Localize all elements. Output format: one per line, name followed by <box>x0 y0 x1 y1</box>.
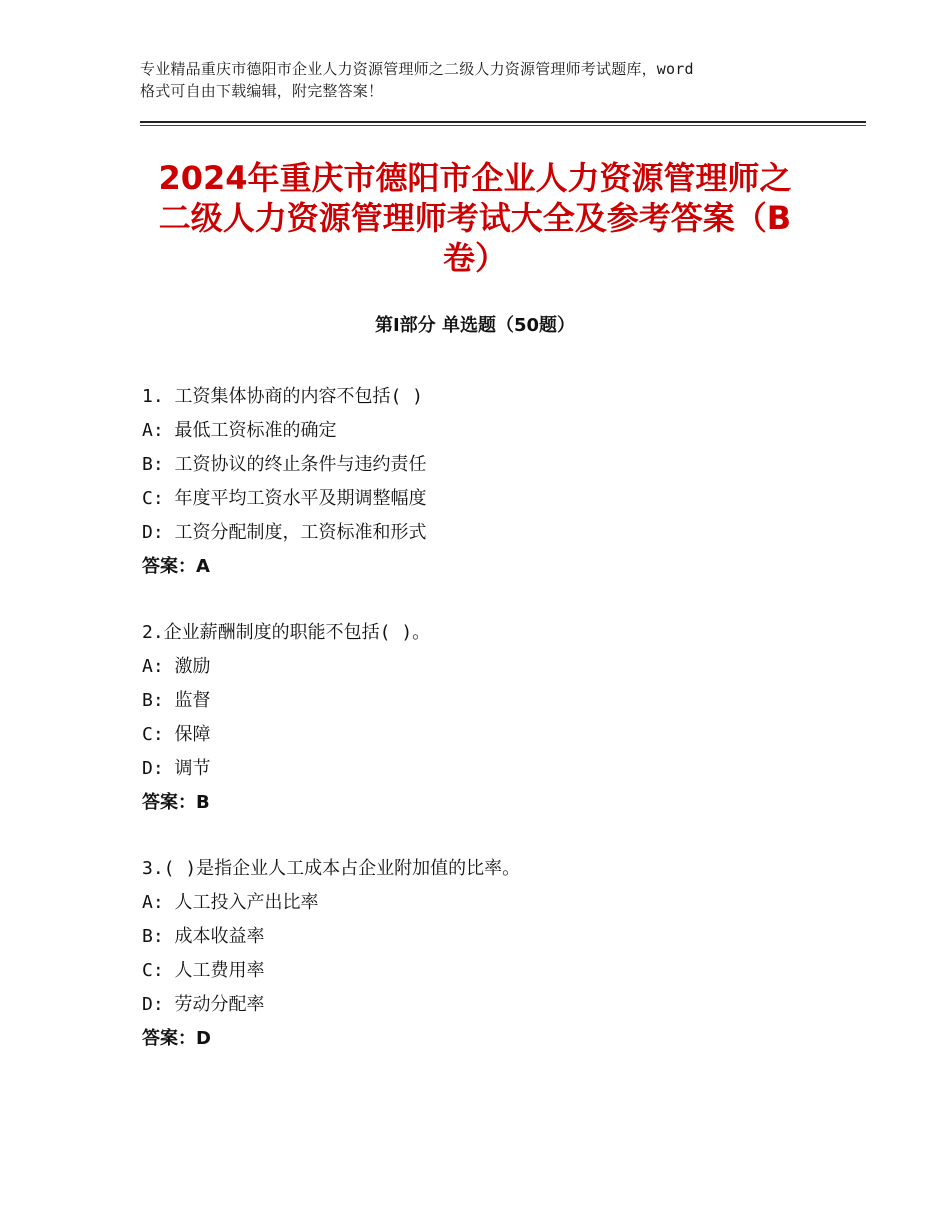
document-title <box>130 158 820 278</box>
option-d: D: 劳动分配率 <box>142 994 265 1015</box>
question-stem: 1. 工资集体协商的内容不包括( ) <box>142 386 424 407</box>
option-b: B: 工资协议的终止条件与违约责任 <box>142 454 427 475</box>
document-title-line: 二级人力资源管理师考试大全及参考答案（B <box>158 199 792 237</box>
option-b: B: 监督 <box>142 690 211 711</box>
option-a: A: 最低工资标准的确定 <box>142 420 337 441</box>
question-list <box>142 380 842 1088</box>
option-c: C: 年度平均工资水平及期调整幅度 <box>142 488 427 509</box>
document-title-line: 卷） <box>442 239 507 277</box>
option-c: C: 保障 <box>142 724 211 745</box>
option-d: D: 工资分配制度，工资标准和形式 <box>142 522 427 543</box>
option-d: D: 调节 <box>142 758 211 779</box>
answer: 答案：A <box>142 556 210 577</box>
question-stem: 3.( )是指企业人工成本占企业附加值的比率。 <box>142 858 521 879</box>
answer: 答案：B <box>142 792 210 813</box>
header-divider <box>140 121 866 123</box>
answer: 答案：D <box>142 1028 211 1049</box>
option-a: A: 激励 <box>142 656 211 677</box>
option-b: B: 成本收益率 <box>142 926 265 947</box>
option-a: A: 人工投入产出比率 <box>142 892 319 913</box>
header-note <box>140 58 820 102</box>
question-1 <box>142 380 842 584</box>
header-note-line: 格式可自由下载编辑，附完整答案！ <box>140 82 384 100</box>
question-2 <box>142 616 842 820</box>
document-title-line: 2024年重庆市德阳市企业人力资源管理师之 <box>158 159 792 197</box>
section-heading: 第Ⅰ部分 单选题（50题） <box>374 315 575 336</box>
header-divider-thin <box>140 125 866 126</box>
question-3 <box>142 852 842 1056</box>
option-c: C: 人工费用率 <box>142 960 265 981</box>
header-note-line: 专业精品重庆市德阳市企业人力资源管理师之二级人力资源管理师考试题库，word <box>140 60 694 78</box>
question-stem: 2.企业薪酬制度的职能不包括( )。 <box>142 622 431 643</box>
